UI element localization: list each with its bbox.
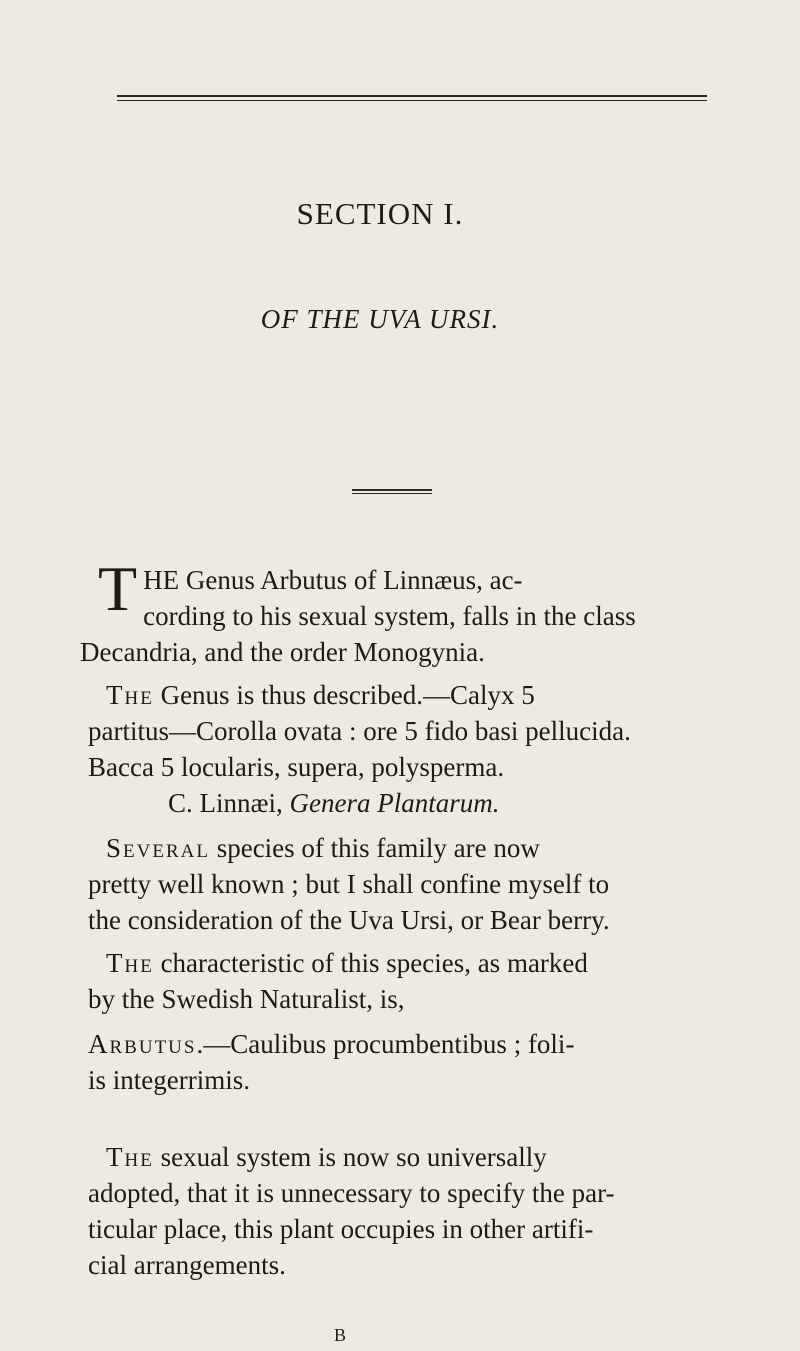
text-line: Decandria, and the order Monogynia. <box>80 637 485 667</box>
small-caps-lead: Several <box>106 833 210 863</box>
text-line: cording to his sexual system, falls in the class <box>143 601 636 631</box>
paragraph-genus-arbutus <box>80 553 743 670</box>
citation-author: C. Linnæi, <box>168 788 290 818</box>
citation-line <box>88 785 743 821</box>
text-line: the consideration of the Uva Ursi, or Bear berry. <box>88 905 610 935</box>
text-line: cial arrangements. <box>88 1250 286 1280</box>
section-heading: SECTION I. <box>296 196 464 231</box>
text-line: Bacca 5 locularis, supera, polysperma. <box>88 752 505 782</box>
text-line: is integerrimis. <box>88 1065 250 1095</box>
text-line <box>88 1139 743 1175</box>
text-line: HE Genus Arbutus of Linnæus, ac- <box>143 565 523 595</box>
small-caps-lead: The <box>106 680 154 710</box>
paragraph-arbutus-definition <box>88 1026 743 1098</box>
paragraph-sexual-system <box>88 1139 743 1283</box>
top-double-rule <box>117 95 707 101</box>
text-line: pretty well known ; but I shall confine myself to <box>88 869 610 899</box>
paragraph-several-species <box>88 830 743 938</box>
paragraph-genus-description <box>88 677 743 821</box>
text-line <box>88 1026 743 1062</box>
ornamental-rule <box>352 489 432 494</box>
text-line: adopted, that it is unnecessary to specify the par- <box>88 1178 615 1208</box>
text-segment: species of this family are now <box>209 833 540 863</box>
text-segment: sexual system is now so universally <box>153 1142 547 1172</box>
text-line: ticular place, this plant occupies in other artifi- <box>88 1214 594 1244</box>
text-line <box>88 830 743 866</box>
text-line: by the Swedish Naturalist, is, <box>88 984 405 1014</box>
signature-mark: B <box>333 1325 346 1345</box>
paragraph-characteristic <box>88 945 743 1017</box>
text-segment: characteristic of this species, as marked <box>153 948 588 978</box>
small-caps-lead: Arbutus <box>88 1029 197 1059</box>
text-line: partitus—Corolla ovata : ore 5 fido basi pellucida. <box>88 716 631 746</box>
text-segment: .—Caulibus procumbentibus ; foli- <box>196 1029 575 1059</box>
citation-title: Genera Plantarum. <box>289 788 500 818</box>
small-caps-lead: The <box>106 1142 154 1172</box>
text-line <box>88 677 743 713</box>
small-caps-lead: The <box>106 948 154 978</box>
text-line <box>88 945 743 981</box>
text-segment: Genus is thus described.—Calyx 5 <box>153 680 535 710</box>
chapter-subtitle: OF THE UVA URSI. <box>260 304 500 334</box>
drop-cap: T <box>98 553 138 624</box>
